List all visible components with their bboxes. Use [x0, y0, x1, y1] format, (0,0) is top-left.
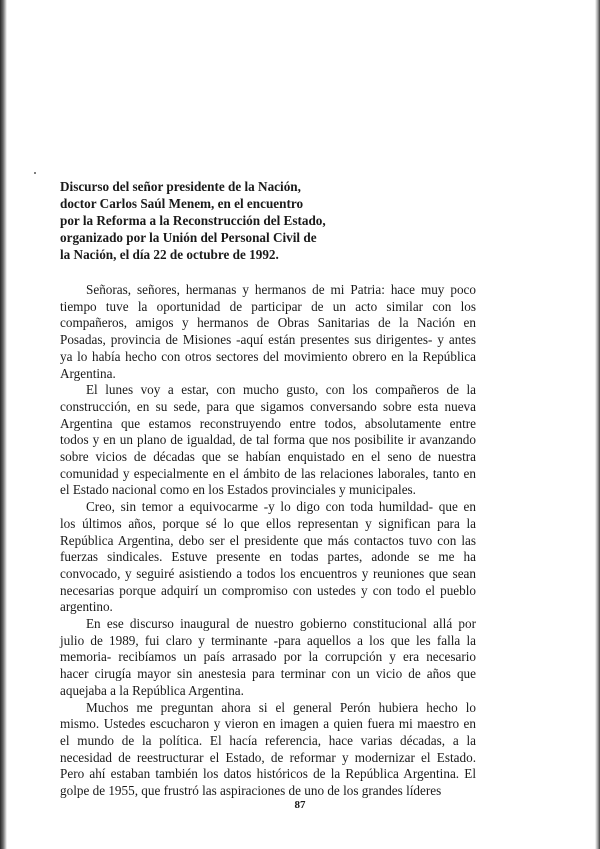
heading-line: por la Reforma a la Reconstrucción del Estado, [60, 213, 326, 228]
paragraph [60, 382, 476, 499]
page-number: 87 [294, 799, 306, 811]
paragraph-line: los últimos años, porque sé lo que ellos representan y significan para la [60, 515, 476, 531]
paragraph [60, 700, 476, 800]
paragraph-line: convocado, y seguiré asistiendo a todos los encuentros y reuniones que sean [60, 565, 476, 581]
paragraph-line: En ese discurso inaugural de nuestro gobierno constitucional allá por [86, 616, 476, 632]
paragraph [60, 616, 476, 700]
paragraph-line: ya lo había hecho con otros sectores del movimiento obrero en la República [60, 348, 476, 364]
paragraph-line: República Argentina, debo ser el presidente que más contactos tuvo con las [60, 532, 476, 548]
paragraph-line: necesarias porque adquirí un compromiso con ustedes y con todo el pueblo [60, 582, 476, 598]
speech-body [60, 282, 476, 800]
paragraph-line: Argentina que estamos reconstruyendo entre todos, absolutamente entre [60, 415, 476, 431]
heading-line: organizado por la Unión del Personal Civil de [60, 230, 317, 245]
paragraph-line: Señoras, señores, hermanas y hermanos de mi Patria: hace muy poco [86, 282, 476, 297]
paragraph-line: fuerzas sindicales. Estuve presente en todas partes, adonde se me ha [60, 549, 476, 565]
paragraph-line: compañeros, amigos y hermanos de Obras Sanitarias de la Nación en [60, 315, 476, 331]
scan-speck [34, 172, 36, 174]
paragraph-line: Creo, sin temor a equivocarme -y lo digo con toda humildad- que en [86, 499, 476, 515]
paragraph-line: todos y en un plano de igualdad, de tal forma que nos posibilite ir avanzando [60, 432, 476, 448]
paragraph-line: Posadas, provincia de Misiones -aquí están presentes sus dirigentes- y antes [60, 332, 476, 348]
paragraph-line: comunidad y especialmente en el ámbito de las relaciones laborales, tanto en [60, 465, 476, 481]
paragraph [60, 499, 476, 616]
paragraph-line: Muchos me preguntan ahora si el general Perón hubiera hecho lo [86, 699, 476, 715]
paragraph-line: construcción, en su sede, para que sigamos conversando sobre esta nueva [60, 398, 476, 414]
document-page [60, 178, 476, 800]
paragraph-line: el Estado nacional como en los Estados provinciales y municipales. [60, 482, 416, 498]
paragraph-line: sobre vicios de décadas que se habían enquistado en el seno de nuestra [60, 449, 476, 465]
paragraph-line: tiempo tuve la oportunidad de participar de un acto similar con los [60, 298, 476, 314]
scan-edge-left [0, 0, 7, 849]
scan-edge-right [595, 0, 600, 849]
heading-line: la Nación, el día 22 de octubre de 1992. [60, 247, 279, 262]
paragraph-line: mismo. Ustedes escucharon y vieron en imagen a quien fuera mi maestro en [60, 716, 476, 732]
heading-line: doctor Carlos Saúl Menem, en el encuentro [60, 196, 304, 211]
paragraph-line: necesidad de reestructurar el Estado, de reformar y modernizar el Estado. [60, 749, 476, 765]
paragraph-line: aquejaba a la República Argentina. [60, 682, 244, 698]
paragraph-line: El lunes voy a estar, con mucho gusto, con los compañeros de la [86, 382, 476, 398]
paragraph [60, 282, 476, 382]
speech-heading [60, 178, 476, 263]
paragraph-line: julio de 1989, fui claro y terminante -para aquellos a los que les falla la [60, 632, 476, 648]
paragraph-line: hacer cirugía mayor sin anestesia para terminar con un vicio de años que [60, 666, 476, 682]
paragraph-line: el mundo de la política. El hacía referencia, hace varias décadas, a la [60, 732, 476, 748]
heading-line: Discurso del señor presidente de la Nación, [60, 179, 301, 194]
paragraph-line: golpe de 1955, que frustró las aspiraciones de uno de los grandes líderes [60, 783, 442, 799]
paragraph-line: memoria- recibíamos un país arrasado por la corrupción y era necesario [60, 649, 476, 665]
paragraph-line: argentino. [60, 599, 113, 615]
paragraph-line: Pero ahí estaban también los datos históricos de la República Argentina. El [60, 766, 476, 782]
paragraph-line: Argentina. [60, 365, 116, 381]
